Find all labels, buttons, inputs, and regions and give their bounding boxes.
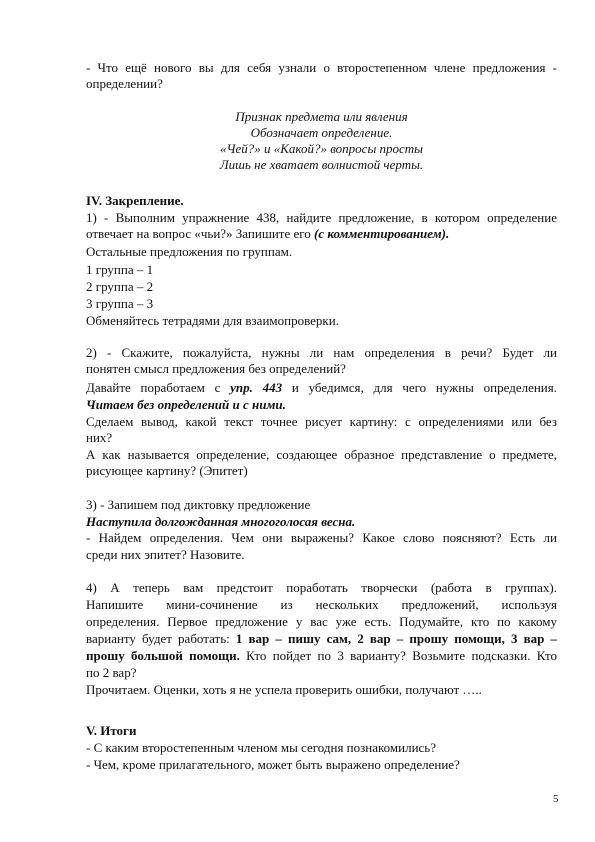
ex3-line-4: среди них эпитет? Назовите.	[86, 547, 245, 562]
poem-line-4: Лишь не хватает волнистой черты.	[219, 157, 424, 172]
ex2-line-3-c: и убедимся, для чего нужны определения.	[282, 380, 557, 395]
ex2-exercise-ref: упр. 443	[230, 380, 283, 395]
ex2-line-5: Сделаем вывод, какой текст точнее рисует картину: с определениями или без	[86, 414, 557, 429]
ex4-variants: 1 вар – пишу сам, 2 вар – прошу помощи, 3 вар –	[235, 631, 557, 646]
ex3-sentence: Наступила долгожданная многоголосая весна.	[86, 514, 356, 529]
ex3-line-1: 3) - Запишем под диктовку предложение	[86, 497, 311, 512]
poem-line-3: «Чей?» и «Какой?» вопросы просты	[220, 141, 423, 156]
intro-line-1: - Что ещё нового вы для себя узнали о второстепенном члене предложения -	[86, 60, 557, 75]
ex2-line-3	[86, 380, 557, 396]
ex4-line-6: по 2 вар?	[86, 665, 137, 680]
ex2-line-6: них?	[86, 430, 113, 445]
poem-line-1: Признак предмета или явления	[235, 109, 408, 124]
ex3-line-3: - Найдем определения. Чем они выражены? Какое слово поясняют? Есть ли	[86, 530, 557, 545]
group-1: 1 группа – 1	[86, 262, 154, 277]
poem-line-2: Обозначает определение.	[250, 125, 393, 140]
ex1-line-2	[86, 226, 449, 242]
ex4-line-4	[86, 631, 557, 647]
ex1-line-2-text: отвечает на вопрос «чьи?» Запишите его	[86, 226, 315, 241]
section-4-heading: IV. Закрепление.	[86, 193, 184, 208]
section-5-heading: V. Итоги	[86, 723, 137, 738]
page-number: 5	[553, 793, 559, 805]
ex2-line-4: Читаем без определений и с ними.	[86, 397, 286, 412]
intro-line-2: определении?	[86, 76, 163, 91]
ex4-line-7: Прочитаем. Оценки, хоть я не успела проверить ошибки, получают …..	[86, 682, 482, 697]
ex4-line-5	[86, 648, 557, 664]
ex2-line-1: 2) - Скажите, пожалуйста, нужны ли нам определения в речи? Будет ли	[86, 345, 557, 360]
group-2: 2 группа – 2	[86, 279, 154, 294]
summary-question-1: - С каким второстепенным членом мы сегодня познакомились?	[86, 740, 437, 755]
summary-question-2: - Чем, кроме прилагательного, может быть выражено определение?	[86, 757, 460, 772]
ex4-line-2: Напишите мини-сочинение из нескольких предложений, используя	[86, 597, 557, 612]
ex4-line-3: определения. Первое предложение у вас уже есть. Подумайте, кто по какому	[86, 614, 557, 629]
ex2-line-3-a: Давайте поработаем с	[86, 380, 231, 395]
ex4-line-5-b: Кто пойдет по 3 варианту? Возьмите подсказки. Кто	[239, 648, 557, 663]
ex2-line-8: рисующее картину? (Эпитет)	[86, 463, 248, 478]
ex1-note: (с комментированием).	[314, 226, 450, 241]
ex2-line-2: понятен смысл предложения без определений?	[86, 361, 346, 376]
ex1-line-4: Обменяйтесь тетрадями для взаимопроверки.	[86, 313, 339, 328]
ex4-line-4-a: варианту будет работать:	[86, 631, 236, 646]
ex4-line-1: 4) А теперь вам предстоит поработать творчески (работа в группах).	[86, 580, 557, 595]
ex1-line-1: 1) - Выполним упражнение 438, найдите предложение, в котором определение	[86, 210, 557, 225]
ex1-line-3: Остальные предложения по группам.	[86, 244, 293, 259]
ex4-variant-3: прошу большой помощи.	[86, 648, 240, 663]
group-3: 3 группа – 3	[86, 296, 154, 311]
ex2-line-7: А как называется определение, создающее образное представление о предмете,	[86, 447, 557, 462]
